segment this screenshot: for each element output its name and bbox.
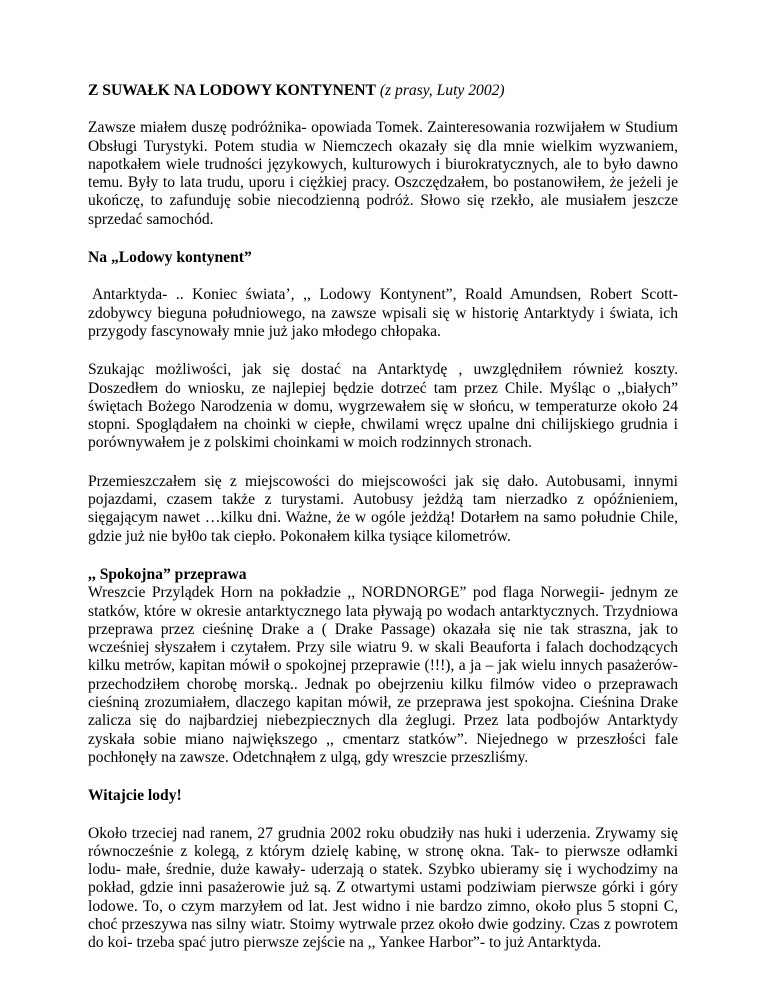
- document-body: [88, 82, 678, 973]
- paragraph-autobusy: Przemieszczałem się z miejscowości do miejscowości jak się dało. Autobusami, innymi pojazdami, czasem także z turystami. Autobusy jeżdżą tam nierzadko z opóźnieniem, sięgającym nawet …kilku dni. Ważne, że w ogóle jeżdżą! Dotarłem na samo południe Chile, gdzie już nie był0o tak ciepło. Pokonałem kilka tysiące kilometrów.: [88, 472, 678, 545]
- paragraph-chile: Szukając możliwości, jak się dostać na Antarktydę , uwzględniłem również koszty. Doszedłem do wniosku, ze najlepiej będzie dotrzeć tam przez Chile. Myśląc o ,,białych” świętach Bożego Narodzenia w domu, wygrzewałem się w słońcu, w temperaturze około 24 stopni. Spoglądałem na choinki w ciepłe, chwilami wręcz upalne dni chilijskiego grudnia i porównywałem je z polskimi choinkami w moich rodzinnych stronach.: [88, 361, 678, 452]
- paragraph-antarktyda: Antarktyda- .. Koniec świata’, ,, Lodowy Kontynent”, Roald Amundsen, Robert Scott- zdobywcy bieguna południowego, na zawsze wpisali się w historię Antarktydy i świata, ich przygody fascynowały mnie już jako młodego chłopaka.: [88, 286, 678, 340]
- section-heading-spokojna-przeprawa: ,, Spokojna” przeprawa: [88, 565, 247, 583]
- paragraph-lody: Około trzeciej nad ranem, 27 grudnia 2002 roku obudziły nas huki i uderzenia. Zrywamy się równocześnie z kolegą, z którym dzielę kabinę, w stronę okna. Tak- to pierwsze odłamki lodu- małe, średnie, duże kawały- uderzają o statek. Szybko ubieramy się i wychodzimy na pokład, gdzie inni pasażerowie już są. Z otwartymi ustami podziwiam pierwsze górki i góry lodowe. To, o czym marzyłem od lat. Jest widno i nie bardzo zimno, około plus 5 stopni C, choć przeszywa nas silny wiatr. Stoimy wytrwale przez około dwie godziny. Czas z powrotem do koi- trzeba spać jutro pierwsze zejście na ,, Yankee Harbor”- to już Antarktyda.: [88, 824, 678, 952]
- paragraph-przeprawa: Wreszcie Przylądek Horn na pokładzie ,, NORDNORGE” pod flaga Norwegii- jednym ze statków, które w okresie antarktycznego lata pływają po wodach antarktycznych. Trzydniowa przeprawa przez cieśninę Drake a ( Drake Passage) okazała się nie tak straszna, jak to wcześniej słyszałem i czytałem. Przy sile wiatru 9. w skali Beauforta i falach dochodzących kilku metrów, kapitan mówił o spokojnej przeprawie (!!!), a ja – jak wielu innych pasażerów- przechodziłem chorobę morską.. Jednak po obejrzeniu kilku filmów video o przeprawach cieśniną zrozumiałem, dlaczego kapitan mówił, ze przeprawa jest spokojna. Cieśnina Drake zalicza się do najbardziej niebezpiecznych dla żeglugi. Przez lata podbojów Antarktydy zyskała sobie miano największego ,, cmentarz statków”. Niejednego w przeszłości fale pochłonęły na zawsze. Odetchnąłem z ulgą, gdy wreszcie przeszliśmy.: [88, 584, 678, 766]
- article-title: [88, 82, 678, 100]
- title-source-note: (z prasy, Luty 2002): [379, 82, 505, 99]
- intro-paragraph: Zawsze miałem duszę podróżnika- opowiada Tomek. Zainteresowania rozwijałem w Studium Obsługi Turystyki. Potem studia w Niemczech okazały się dla mnie wielkim wyzwaniem, napotkałem wiele trudności językowych, kulturowych i biurokratycznych, ale to było dawno temu. Były to lata trudu, uporu i ciężkiej pracy. Oszczędzałem, bo postanowiłem, że jeżeli je ukończę, to zafunduję sobie niecodzienną podróż. Słowo się rzekło, ale musiałem jeszcze sprzedać samochód.: [88, 119, 678, 228]
- section-heading-lodowy-kontynent: Na „Lodowy kontynent”: [88, 249, 252, 267]
- section-heading-witajcie-lody: Witajcie lody!: [88, 787, 182, 805]
- section-spokojna-przeprawa: [88, 566, 678, 767]
- title-text: Z SUWAŁK NA LODOWY KONTYNENT: [88, 82, 376, 99]
